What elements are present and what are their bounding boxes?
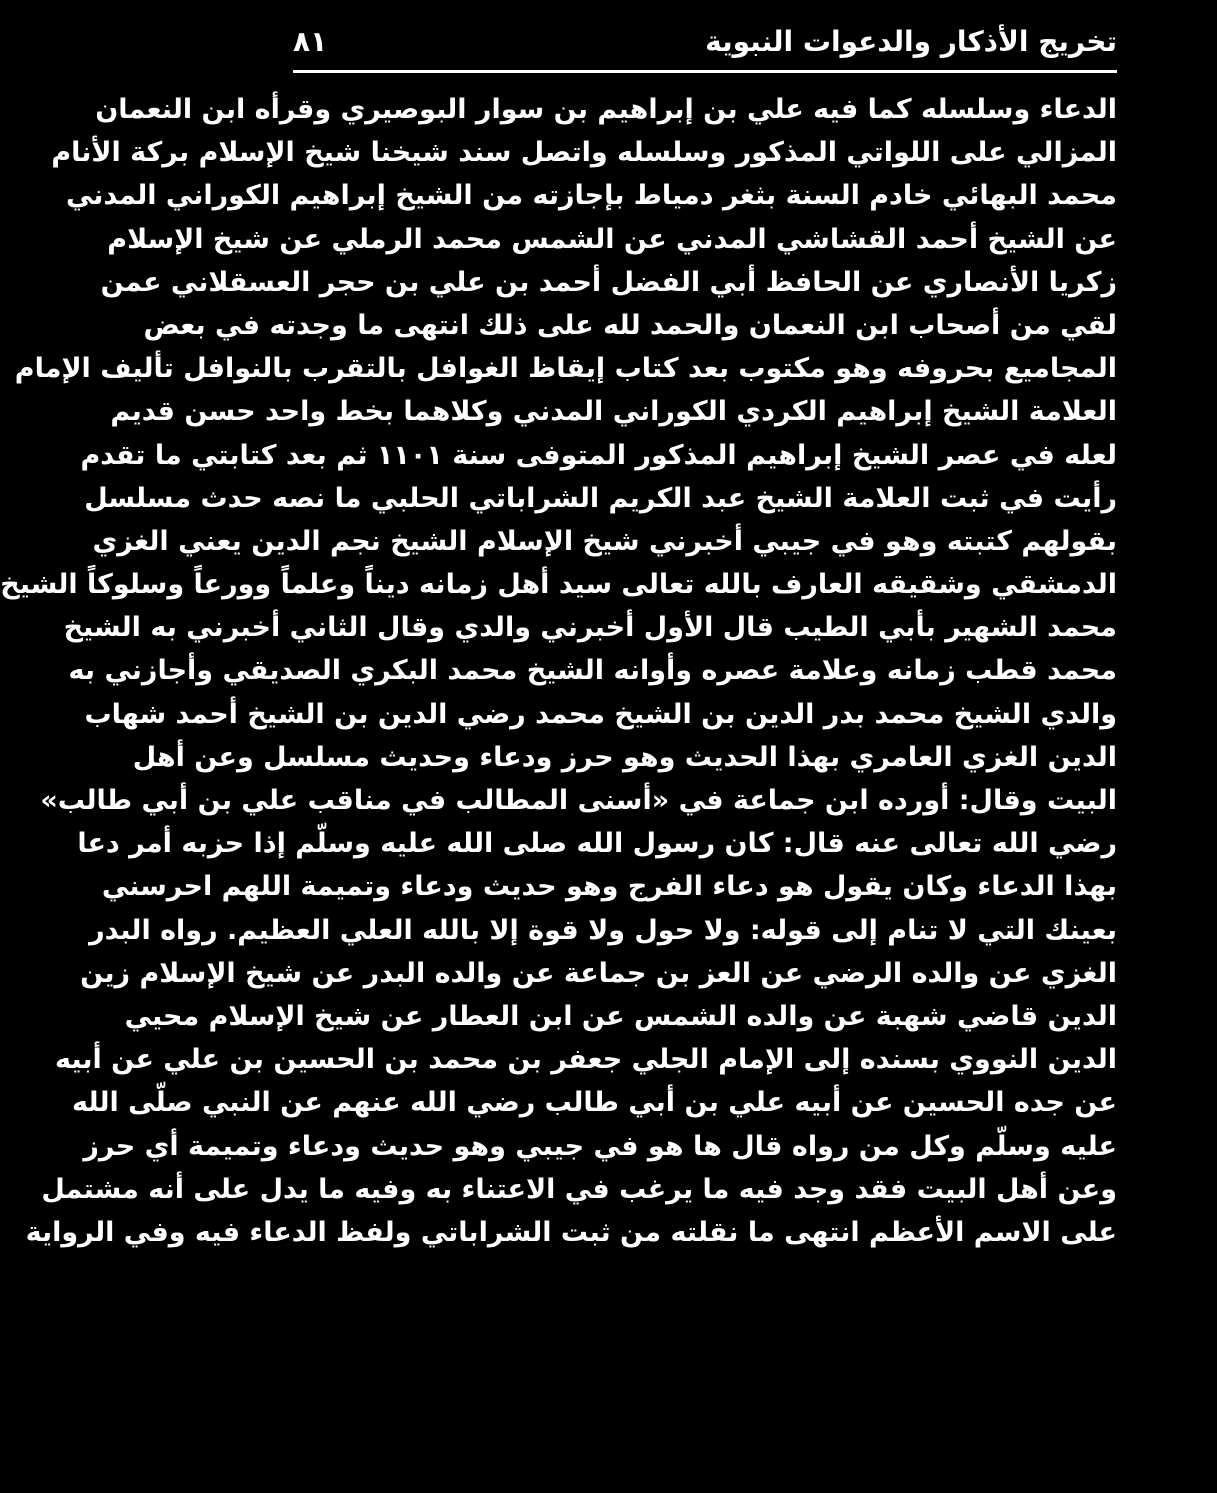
text-line: والدي الشيخ محمد بدر الدين بن الشيخ محمد رضي الدين بن الشيخ أحمد شهاب bbox=[84, 698, 1117, 730]
text-line: زكريا الأنصاري عن الحافظ أبي الفضل أحمد بن علي بن حجر العسقلاني عمن bbox=[100, 266, 1117, 298]
text-line: رأيت في ثبت العلامة الشيخ عبد الكريم الشراباتي الحلبي ما نصه حدث مسلسل bbox=[84, 482, 1117, 514]
text-line: الدعاء وسلسله كما فيه علي بن إبراهيم بن سوار البوصيري وقرأه ابن النعمان bbox=[95, 94, 1117, 125]
text-line: الدين قاضي شهبة عن والده الشمس عن ابن العطار عن شيخ الإسلام محيي bbox=[124, 1000, 1117, 1032]
text-line: وعن أهل البيت فقد وجد فيه ما يرغب في الاعتناء به وفيه ما يدل على أنه مشتمل bbox=[41, 1173, 1117, 1205]
text-line: محمد الشهير بأبي الطيب قال الأول أخبرني والدي وقال الثاني أخبرني به الشيخ bbox=[63, 612, 1117, 644]
text-line: العلامة الشيخ إبراهيم الكردي الكوراني المدني وكلاهما بخط واحد حسن قديم bbox=[110, 396, 1117, 428]
text-line: بقولهم كتبته وهو في جيبي أخبرني شيخ الإسلام الشيخ نجم الدين يعني الغزي bbox=[92, 525, 1117, 557]
text-line: عن جده الحسين عن أبيه علي بن أبي طالب رضي الله عنهم عن النبي صلّى الله bbox=[71, 1087, 1117, 1119]
header-rule bbox=[293, 70, 1117, 73]
page-number: ٨١ bbox=[293, 25, 328, 58]
text-line: عليه وسلّم وكل من رواه قال ها هو في جيبي وهو حديث ودعاء وتميمة أي حرز bbox=[83, 1130, 1117, 1162]
text-line: المجاميع بحروفه وهو مكتوب بعد كتاب إيقاظ الغوافل بالتقرب بالنوافل تأليف الإمام bbox=[14, 353, 1117, 385]
text-line: عن الشيخ أحمد القشاشي المدني عن الشمس محمد الرملي عن شيخ الإسلام bbox=[107, 223, 1117, 255]
text-line: رضي الله تعالى عنه قال: كان رسول الله صلى الله عليه وسلّم إذا حزبه أمر دعا bbox=[77, 828, 1117, 860]
text-line: لقي من أصحاب ابن النعمان والحمد لله على ذلك انتهى ما وجدته في بعض bbox=[143, 309, 1117, 341]
text-line: على الاسم الأعظم انتهى ما نقلته من ثبت الشراباتي ولفظ الدعاء فيه وفي الرواية bbox=[25, 1216, 1117, 1248]
running-title: تخريج الأذكار والدعوات النبوية bbox=[705, 25, 1117, 58]
text-line: بهذا الدعاء وكان يقول هو دعاء الفرج وهو حديث ودعاء وتميمة اللهم احرسني bbox=[101, 871, 1117, 903]
text-line: محمد البهائي خادم السنة بثغر دمياط بإجازته من الشيخ إبراهيم الكوراني المدني bbox=[65, 180, 1117, 212]
text-line: الدين الغزي العامري بهذا الحديث وهو حرز ودعاء وحديث مسلسل وعن أهل bbox=[132, 741, 1117, 773]
text-line: بعينك التي لا تنام إلى قوله: ولا حول ولا قوة إلا بالله العلي العظيم. رواه البدر bbox=[89, 914, 1117, 946]
text-line: الدمشقي وشقيقه العارف بالله تعالى سيد أهل زمانه ديناً وعلماً وورعاً وسلوكاً الشيخ bbox=[0, 569, 1117, 601]
page-header bbox=[293, 22, 1117, 66]
text-line: المزالي على اللواتي المذكور وسلسله واتصل سند شيخنا شيخ الإسلام بركة الأنام bbox=[51, 137, 1117, 169]
text-line: البيت وقال: أورده ابن جماعة في «أسنى المطالب في مناقب علي بن أبي طالب» bbox=[40, 785, 1117, 816]
text-line: لعله في عصر الشيخ إبراهيم المذكور المتوفى سنة ١١٠١ ثم بعد كتابتي ما تقدم bbox=[80, 439, 1117, 471]
text-line: الغزي عن والده الرضي عن العز بن جماعة عن والده البدر عن شيخ الإسلام زين bbox=[80, 957, 1117, 989]
text-line: محمد قطب زمانه وعلامة عصره وأوانه الشيخ محمد البكري الصديقي وأجازني به bbox=[68, 655, 1117, 687]
body-text bbox=[0, 88, 1117, 1254]
text-line: الدين النووي بسنده إلى الإمام الجلي جعفر بن محمد بن الحسين بن علي عن أبيه bbox=[54, 1044, 1117, 1076]
